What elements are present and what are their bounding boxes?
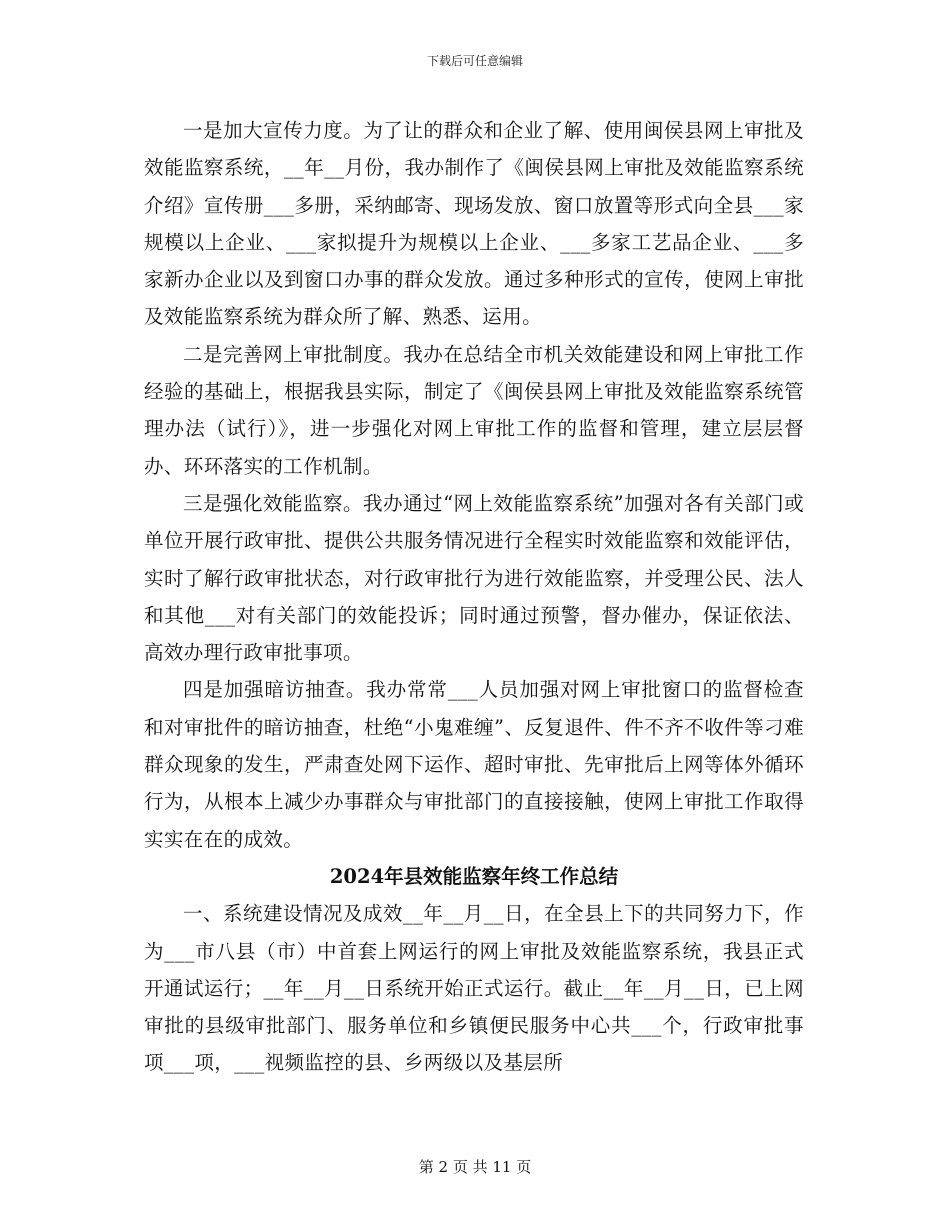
page-footer: 第 2 页 共 11 页 bbox=[418, 1158, 532, 1176]
section-title: 2024年县效能监察年终工作总结 bbox=[329, 864, 619, 888]
document-body bbox=[144, 112, 804, 1082]
paragraph-system-construction: 一、系统建设情况及成效__年__月__日，在全县上下的共同努力下，作为___市八县（市）中首套上网运行的网上审批及效能监察系统，我县正式开通试运行；__年__月__日系统开始正式运行。截止__年__月__日，已上网审批的县级审批部门、服务单位和乡镇便民服务中心共___个，行政审批事项___项，___视频监控的县、乡两级以及基层所 bbox=[144, 902, 804, 1075]
page-header: 下载后可任意编辑 bbox=[426, 54, 523, 68]
paragraph-system-rules: 二是完善网上审批制度。我办在总结全市机关效能建设和网上审批工作经验的基础上，根据我县实际，制定了《闽侯县网上审批及效能监察系统管理办法（试行）》，进一步强化对网上审批工作的监督和管理，建立层层督办、环环落实的工作机制。 bbox=[144, 342, 804, 478]
paragraph-publicity: 一是加大宣传力度。为了让的群众和企业了解、使用闽侯县网上审批及效能监察系统，__年__月份，我办制作了《闽侯县网上审批及效能监察系统介绍》宣传册___多册，采纳邮寄、现场发放、窗口放置等形式向全县___家规模以上企业、___家拟提升为规模以上企业、___多家工艺品企业、___多家新办企业以及到窗口办事的群众发放。通过多种形式的宣传，使网上审批及效能监察系统为群众所了解、熟悉、运用。 bbox=[144, 119, 804, 329]
paragraph-spot-checks: 四是加强暗访抽查。我办常常___人员加强对网上审批窗口的监督检查和对审批件的暗访抽查，杜绝“小鬼难缠”、反复退件、件不齐不收件等刁难群众现象的发生，严肃查处网下运作、超时审批、先审批后上网等体外循环行为，从根本上减少办事群众与审批部门的直接接触，使网上审批工作取得实实在在的成效。 bbox=[144, 678, 804, 851]
paragraph-efficiency-supervision: 三是强化效能监察。我办通过“网上效能监察系统”加强对各有关部门或单位开展行政审批、提供公共服务情况进行全程实时效能监察和效能评估，实时了解行政审批状态，对行政审批行为进行效能监察，并受理公民、法人和其他___对有关部门的效能投诉；同时通过预警，督办催办，保证依法、高效办理行政审批事项。 bbox=[144, 491, 804, 665]
